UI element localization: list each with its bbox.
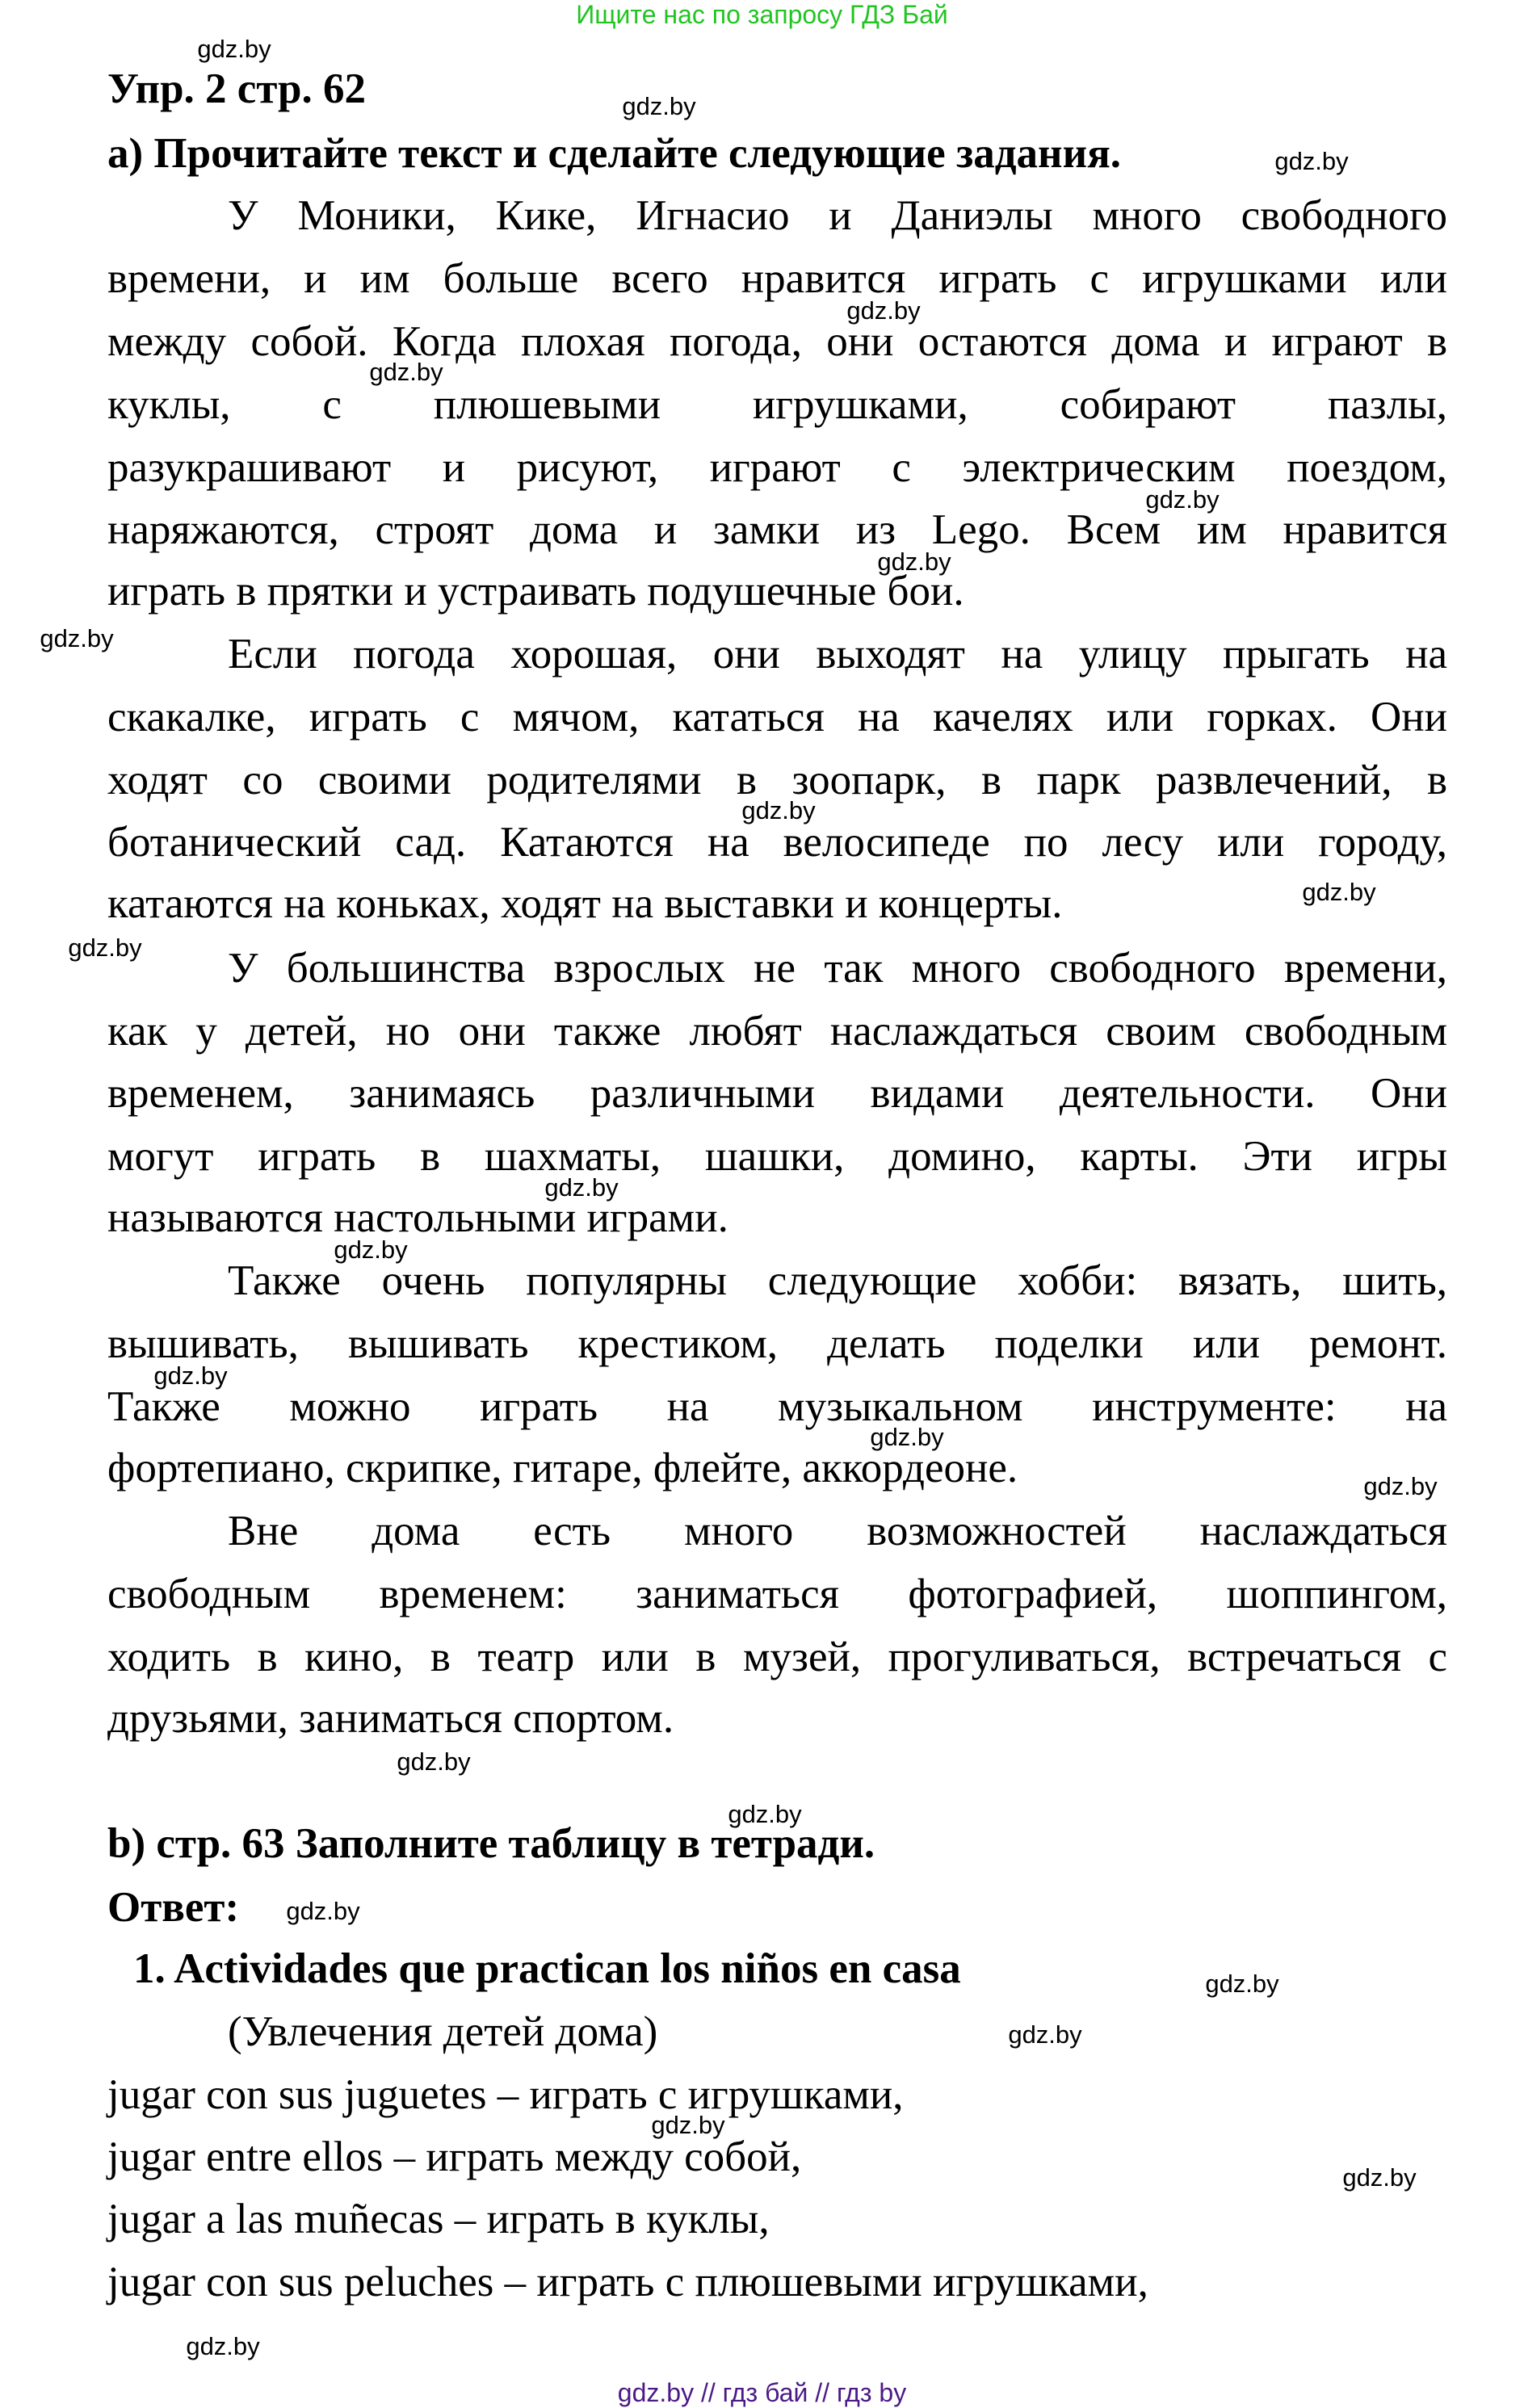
text-line: jugar a las muñecas – играть в куклы, — [107, 2196, 770, 2242]
watermark: gdz.by — [622, 92, 696, 120]
text-line: jugar entre ellos – играть между собой, — [107, 2133, 802, 2180]
text-line: jugar con sus juguetes – играть с игрушками, — [107, 2071, 904, 2118]
text-line: ботанический сад. Катаются на велосипеде по лесу или городу, — [107, 819, 1447, 866]
watermark: gdz.by — [544, 1173, 619, 1202]
heading-line: 1. Actividades que practican los niños en casa — [133, 1945, 961, 1992]
text-line: Также очень популярны следующие хобби: вязать, шить, — [228, 1257, 1447, 1304]
text-line: между собой. Когда плохая погода, они остаются дома и играют в — [107, 318, 1447, 365]
text-line: как у детей, но они также любят наслаждаться своим свободным — [107, 1008, 1447, 1055]
text-line: ходить в кино, в театр или в музей, прогуливаться, встречаться с — [107, 1634, 1447, 1680]
text-line: разукрашивают и рисуют, играют с электрическим поездом, — [107, 444, 1447, 491]
text-line: временем, занимаясь различными видами деятельности. Они — [107, 1070, 1447, 1117]
text-line: свободным временем: заниматься фотографией, шоппингом, — [107, 1571, 1447, 1617]
text-line: Если погода хорошая, они выходят на улицу прыгать на — [228, 631, 1447, 678]
text-line: наряжаются, строят дома и замки из Lego. Всем им нравится — [107, 506, 1447, 553]
watermark: gdz.by — [741, 796, 816, 824]
watermark: gdz.by — [870, 1423, 944, 1451]
watermark: gdz.by — [1342, 2163, 1417, 2192]
watermark: gdz.by — [286, 1897, 360, 1925]
watermark: gdz.by — [1274, 147, 1349, 175]
text-line: называются настольными играми. — [107, 1194, 728, 1241]
watermark: gdz.by — [369, 358, 443, 386]
heading-line: b) стр. 63 Заполните таблицу в тетради. — [107, 1820, 875, 1867]
watermark: gdz.by — [1363, 1472, 1438, 1500]
watermark: gdz.by — [1302, 878, 1376, 906]
watermark: gdz.by — [846, 296, 921, 325]
watermark: gdz.by — [40, 624, 114, 652]
watermark: gdz.by — [1008, 2020, 1082, 2049]
text-line: У Моники, Кике, Игнасио и Даниэлы много свободного — [228, 192, 1447, 239]
text-line: могут играть в шахматы, шашки, домино, карты. Эти игры — [107, 1133, 1447, 1180]
text-line: ходят со своими родителями в зоопарк, в парк развлечений, в — [107, 757, 1447, 803]
watermark: gdz.by — [68, 933, 142, 962]
watermark: gdz.by — [153, 1361, 228, 1390]
text-line: У большинства взрослых не так много свободного времени, — [228, 945, 1447, 992]
text-line: скакалке, играть с мячом, кататься на качелях или горках. Они — [107, 694, 1447, 740]
text-line: играть в прятки и устраивать подушечные бои. — [107, 568, 964, 615]
search-banner: Ищите нас по запросу ГДЗ Бай — [576, 0, 948, 29]
text-line: (Увлечения детей дома) — [228, 2008, 658, 2055]
text-line: jugar con sus peluches – играть с плюшевыми игрушками, — [107, 2259, 1148, 2305]
watermark: gdz.by — [197, 35, 271, 63]
watermark: gdz.by — [334, 1235, 408, 1264]
text-line: Также можно играть на музыкальном инструменте: на — [107, 1383, 1447, 1430]
footer-links[interactable]: gdz.by // гдз бай // гдз by — [617, 2378, 907, 2407]
text-line: Вне дома есть много возможностей наслаждаться — [228, 1508, 1447, 1554]
text-line: вышивать, вышивать крестиком, делать поделки или ремонт. — [107, 1320, 1447, 1367]
watermark: gdz.by — [397, 1747, 471, 1776]
text-line: куклы, с плюшевыми игрушками, собирают пазлы, — [107, 381, 1447, 428]
watermark: gdz.by — [1145, 485, 1220, 514]
text-line: времени, и им больше всего нравится играть с игрушками или — [107, 255, 1447, 302]
heading-line: Ответ: — [107, 1884, 240, 1931]
watermark: gdz.by — [728, 1800, 802, 1828]
heading-line: а) Прочитайте текст и сделайте следующие задания. — [107, 130, 1122, 177]
text-line: друзьями, заниматься спортом. — [107, 1695, 674, 1742]
heading-line: Упр. 2 стр. 62 — [107, 65, 366, 112]
text-line: фортепиано, скрипке, гитаре, флейте, аккордеоне. — [107, 1445, 1018, 1491]
watermark: gdz.by — [1205, 1970, 1279, 1998]
watermark: gdz.by — [877, 547, 951, 576]
watermark: gdz.by — [186, 2332, 260, 2360]
text-line: катаются на коньках, ходят на выставки и концерты. — [107, 880, 1063, 927]
watermark: gdz.by — [651, 2111, 725, 2139]
